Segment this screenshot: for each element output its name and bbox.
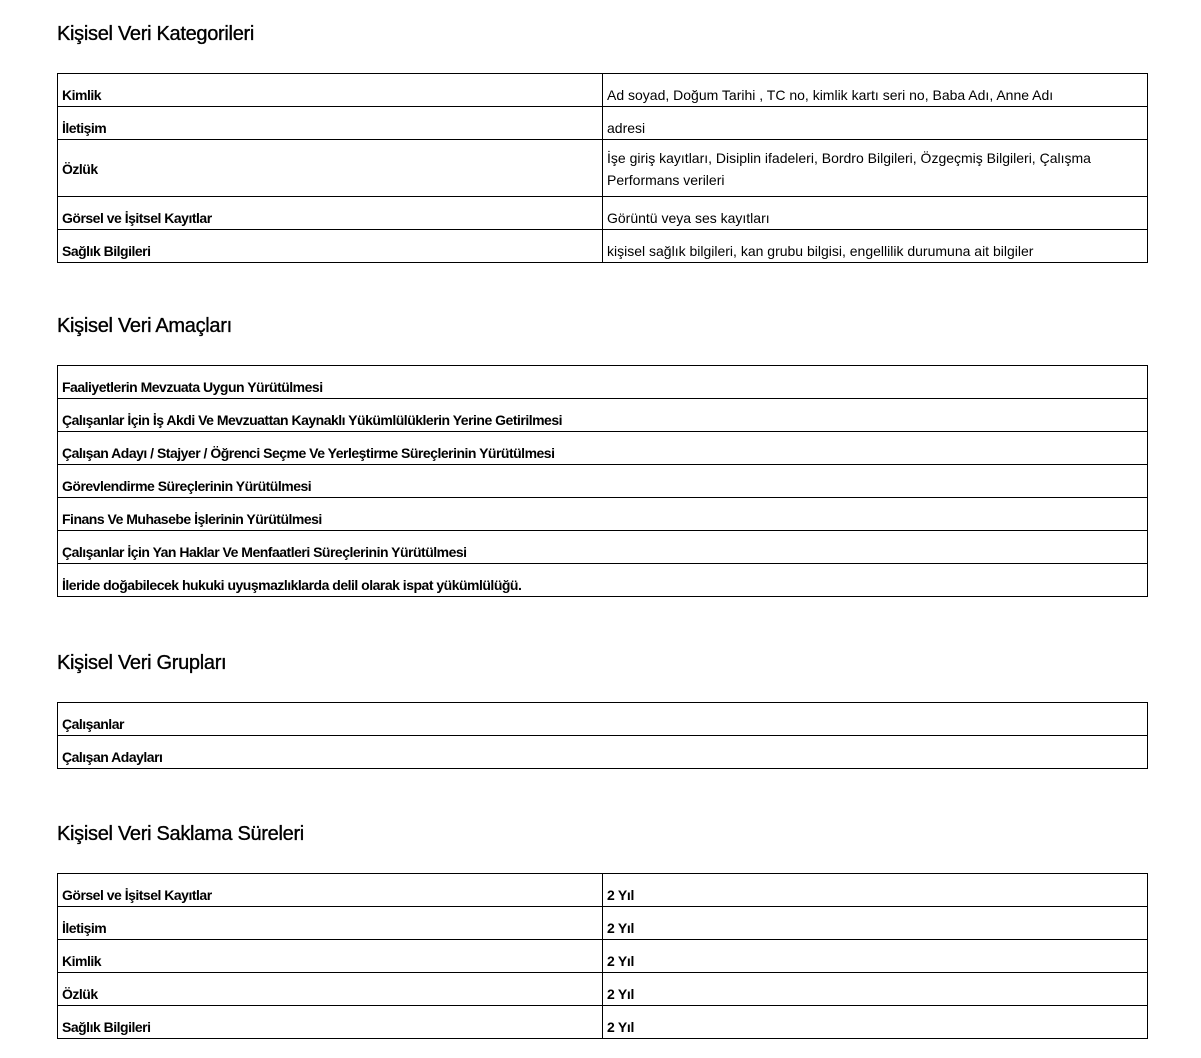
retention-table [57,873,1148,1039]
table-row [58,197,1148,230]
table-row [58,564,1148,597]
retention-value: 2 Yıl [603,907,1148,940]
table-row [58,399,1148,432]
category-label: Sağlık Bilgileri [58,230,603,263]
category-value: İşe giriş kayıtları, Disiplin ifadeleri, Bordro Bilgileri, Özgeçmiş Bilgileri, Çalışma Performans verileri [603,140,1148,197]
table-row [58,907,1148,940]
purpose-item: Çalışanlar İçin İş Akdi Ve Mevzuattan Kaynaklı Yükümlülüklerin Yerine Getirilmesi [58,399,1148,432]
category-label: Kimlik [58,74,603,107]
table-row [58,366,1148,399]
purpose-item: Finans Ve Muhasebe İşlerinin Yürütülmesi [58,498,1148,531]
table-row [58,230,1148,263]
category-label: Özlük [58,140,603,197]
table-row [58,874,1148,907]
categories-table [57,73,1148,263]
category-value: Ad soyad, Doğum Tarihi , TC no, kimlik kartı seri no, Baba Adı, Anne Adı [603,74,1148,107]
purposes-title: Kişisel Veri Amaçları [57,315,232,337]
table-row [58,74,1148,107]
table-row [58,1006,1148,1039]
retention-section [57,822,1148,1035]
table-row [58,498,1148,531]
retention-label: Özlük [58,973,603,1006]
retention-label: Kimlik [58,940,603,973]
group-item: Çalışan Adayları [58,736,1148,769]
retention-value: 2 Yıl [603,874,1148,907]
category-label: Görsel ve İşitsel Kayıtlar [58,197,603,230]
retention-label: İletişim [58,907,603,940]
table-row [58,465,1148,498]
category-value: kişisel sağlık bilgileri, kan grubu bilgisi, engellilik durumuna ait bilgiler [603,230,1148,263]
table-row [58,736,1148,769]
categories-title: Kişisel Veri Kategorileri [57,23,255,45]
category-label: İletişim [58,107,603,140]
groups-table [57,702,1148,769]
table-row [58,973,1148,1006]
purpose-item: Görevlendirme Süreçlerinin Yürütülmesi [58,465,1148,498]
retention-label: Sağlık Bilgileri [58,1006,603,1039]
table-row [58,432,1148,465]
table-row [58,940,1148,973]
purposes-table [57,365,1148,597]
purpose-item: İleride doğabilecek hukuki uyuşmazlıklarda delil olarak ispat yükümlülüğü. [58,564,1148,597]
table-row [58,140,1148,197]
purpose-item: Faaliyetlerin Mevzuata Uygun Yürütülmesi [58,366,1148,399]
groups-title: Kişisel Veri Grupları [57,652,227,674]
category-value: adresi [603,107,1148,140]
groups-section [57,651,1148,765]
categories-section [57,22,1148,259]
retention-label: Görsel ve İşitsel Kayıtlar [58,874,603,907]
retention-value: 2 Yıl [603,940,1148,973]
purposes-section [57,314,1148,593]
table-row [58,703,1148,736]
purpose-item: Çalışanlar İçin Yan Haklar Ve Menfaatleri Süreçlerinin Yürütülmesi [58,531,1148,564]
purpose-item: Çalışan Adayı / Stajyer / Öğrenci Seçme Ve Yerleştirme Süreçlerinin Yürütülmesi [58,432,1148,465]
retention-value: 2 Yıl [603,973,1148,1006]
group-item: Çalışanlar [58,703,1148,736]
table-row [58,531,1148,564]
category-value: Görüntü veya ses kayıtları [603,197,1148,230]
retention-title: Kişisel Veri Saklama Süreleri [57,823,304,845]
table-row [58,107,1148,140]
retention-value: 2 Yıl [603,1006,1148,1039]
